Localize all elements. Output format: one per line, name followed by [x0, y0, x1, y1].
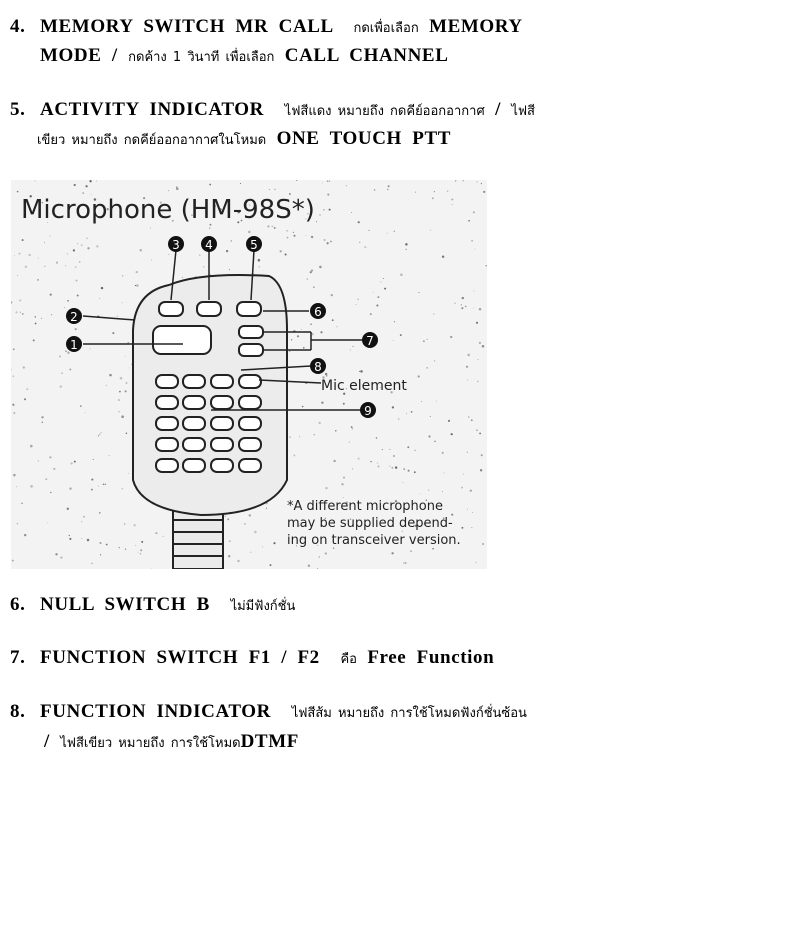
microphone-figure	[11, 180, 487, 569]
callout-1	[66, 336, 82, 352]
item-5-thai-2: ไฟสี	[511, 104, 535, 119]
item-5-line-1	[10, 99, 535, 121]
item-7-line-1	[10, 647, 494, 669]
svg-text:3: 3	[172, 238, 180, 252]
svg-text:8: 8	[314, 360, 322, 374]
keypad-key	[156, 459, 178, 472]
callout-5	[246, 236, 262, 252]
item-4-slash: /	[111, 45, 118, 66]
figure-note	[287, 499, 461, 548]
item-8-title: FUNCTION INDICATOR	[40, 701, 271, 722]
svg-text:1: 1	[70, 338, 78, 352]
keypad-key	[239, 438, 261, 451]
figure-note-line-1: *A different microphone	[287, 499, 443, 514]
item-6-number: 6.	[10, 594, 26, 615]
keypad-key	[239, 417, 261, 430]
item-6-thai-1: ไม่มีฟังก์ชั่น	[230, 599, 296, 614]
mic-element-label: Mic element	[321, 378, 407, 394]
keypad-key	[183, 375, 205, 388]
item-4-line-1	[10, 16, 523, 38]
svg-text:9: 9	[364, 404, 372, 418]
item-6-title: NULL SWITCH B	[40, 594, 210, 615]
item-5-slash: /	[495, 99, 501, 120]
item-7-number: 7.	[10, 647, 26, 668]
svg-text:2: 2	[70, 310, 78, 324]
svg-text:7: 7	[366, 334, 374, 348]
callout-8	[310, 358, 326, 374]
microphone-diagram	[11, 180, 487, 569]
keypad-key	[211, 459, 233, 472]
keypad-key	[211, 375, 233, 388]
item-7-title: FUNCTION SWITCH F1 / F2	[40, 647, 320, 668]
svg-text:6: 6	[314, 305, 322, 319]
figure-note-line-2: may be supplied depend-	[287, 516, 453, 531]
item-4-thai-2: กดค้าง 1 วินาที เพื่อเลือก	[128, 50, 275, 65]
figure-title: Microphone (HM-98S*)	[21, 195, 315, 225]
item-8-slash: /	[44, 731, 50, 752]
item-7-en-1: Free Function	[367, 647, 495, 668]
item-5-line-2	[37, 128, 451, 150]
item-5-title: ACTIVITY INDICATOR	[40, 99, 264, 120]
item-7-thai-1: คือ	[340, 652, 357, 667]
callout-9	[360, 402, 376, 418]
keypad-key	[183, 459, 205, 472]
item-8-thai-2: ไฟสีเขียว หมายถึง การใช้โหมด	[60, 736, 241, 751]
item-8-line-1	[10, 701, 527, 723]
keypad-key	[156, 438, 178, 451]
keypad-key	[239, 375, 261, 388]
keypad-key	[183, 417, 205, 430]
keypad-key	[239, 459, 261, 472]
item-5-number: 5.	[10, 99, 26, 120]
item-5-thai-3: เขียว หมายถึง กดคีย์ออกอากาศในโหมด	[37, 133, 267, 148]
item-8-number: 8.	[10, 701, 26, 722]
top-buttons	[153, 302, 263, 356]
callout-6	[310, 303, 326, 319]
item-4-number: 4.	[10, 16, 26, 37]
item-5-en-1: ONE TOUCH PTT	[276, 128, 452, 149]
svg-text:5: 5	[250, 238, 258, 252]
keypad-key	[156, 375, 178, 388]
callout-4	[201, 236, 217, 252]
item-6-line-1	[10, 594, 295, 616]
item-4-line-2	[40, 45, 448, 67]
item-8-thai-1: ไฟสีส้ม หมายถึง การใช้โหมดฟังก์ชั่นซ้อน	[291, 706, 527, 721]
callout-7	[362, 332, 378, 348]
item-4-en-2: MODE	[40, 45, 102, 66]
item-5-thai-1: ไฟสีแดง หมายถึง กดคีย์ออกอากาศ	[284, 104, 485, 119]
keypad-key	[239, 396, 261, 409]
item-4-title: MEMORY SWITCH MR CALL	[40, 16, 333, 37]
item-4-en-1: MEMORY	[429, 16, 523, 37]
keypad-key	[211, 396, 233, 409]
svg-text:4: 4	[205, 238, 213, 252]
keypad-key	[211, 417, 233, 430]
figure-note-line-3: ing on transceiver version.	[287, 533, 461, 548]
keypad-key	[183, 396, 205, 409]
item-4-thai-1: กดเพื่อเลือก	[353, 21, 419, 36]
item-8-line-2	[44, 731, 299, 753]
callout-2	[66, 308, 82, 324]
item-8-en-1: DTMF	[240, 731, 299, 752]
keypad-key	[156, 396, 178, 409]
item-4-en-3: CALL CHANNEL	[284, 45, 449, 66]
keypad-key	[211, 438, 233, 451]
keypad-key	[183, 438, 205, 451]
keypad-key	[156, 417, 178, 430]
callout-3	[168, 236, 184, 252]
